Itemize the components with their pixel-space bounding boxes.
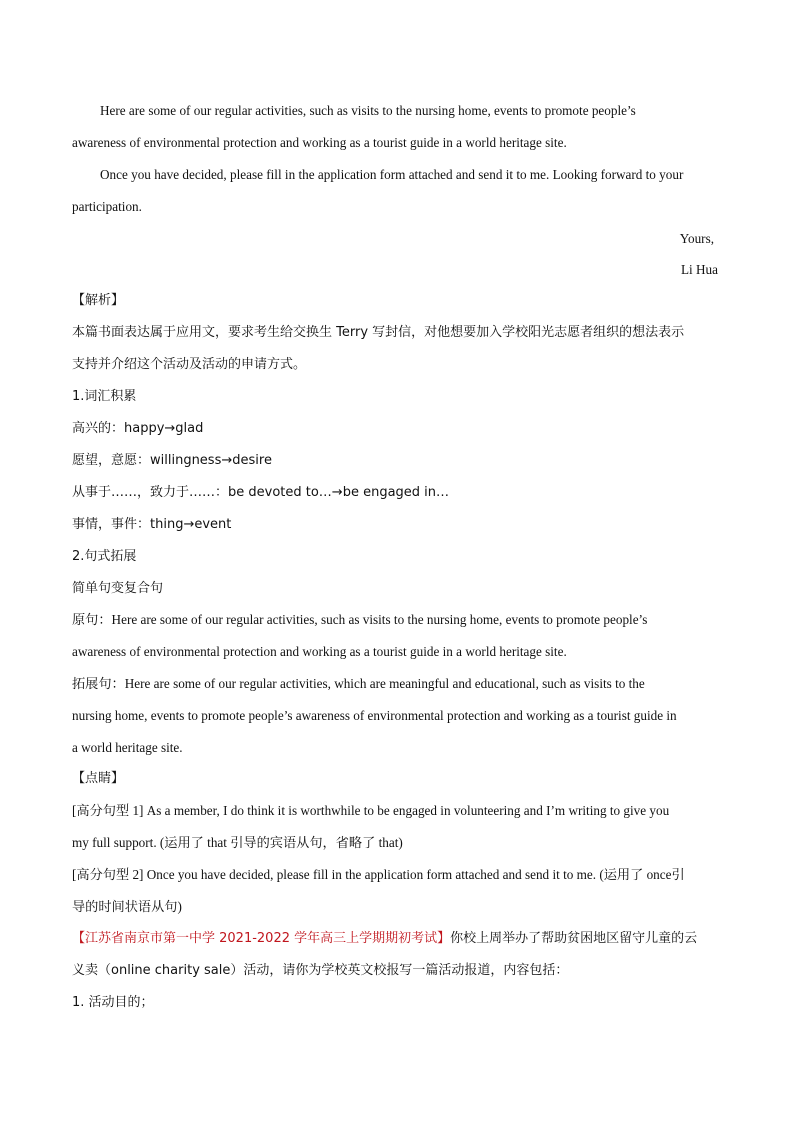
highlight-item-1-line-1: [高分句型 1] As a member, I do think it is worthwhile to be engaged in volunteering and I’m writing to give you xyxy=(72,803,670,818)
source-tag: 【江苏省南京市第一中学 2021-2022 学年高三上学期期初考试】 xyxy=(72,931,451,946)
expanded-sentence-line-3: a world heritage site. xyxy=(72,740,183,755)
letter-closing: Yours, xyxy=(679,231,714,246)
vocab-item: 愿望，意愿：willingness→desire xyxy=(72,453,272,468)
vocab-item: 从事于……，致力于……：be devoted to…→be engaged in… xyxy=(72,485,450,500)
letter-paragraph-1-line-2: awareness of environmental protection and working as a tourist guide in a world heritage site. xyxy=(72,135,567,150)
vocab-item: 事情，事件：thing→event xyxy=(72,517,232,532)
vocab-heading: 1.词汇积累 xyxy=(72,389,137,404)
original-sentence-line-1: 原句：Here are some of our regular activities, such as visits to the nursing home, events to promote people’s xyxy=(72,612,648,627)
next-task-line-1 xyxy=(72,930,722,948)
highlight-item-1-line-2: my full support. (运用了 that 引导的宾语从句，省略了 that) xyxy=(72,835,403,850)
analysis-intro-line-2: 支持并介绍这个活动及活动的申请方式。 xyxy=(72,357,307,372)
sentence-heading: 2.句式拓展 xyxy=(72,549,137,564)
expanded-sentence-line-1: 拓展句：Here are some of our regular activities, which are meaningful and educational, such as visits to the xyxy=(72,676,645,691)
original-sentence-line-2: awareness of environmental protection and working as a tourist guide in a world heritage site. xyxy=(72,644,567,659)
letter-paragraph-2-line-1: Once you have decided, please fill in the application form attached and send it to me. Looking forward to your xyxy=(100,167,684,182)
highlights-heading: 【点睛】 xyxy=(72,771,125,786)
analysis-intro-line-1: 本篇书面表达属于应用文，要求考生给交换生 Terry 写封信，对他想要加入学校阳光志愿者组织的想法表示 xyxy=(72,325,685,340)
expanded-sentence-line-2: nursing home, events to promote people’s awareness of environmental protection and working as a tourist guide in xyxy=(72,708,677,723)
letter-signature: Li Hua xyxy=(681,262,718,277)
highlight-item-2-line-1: [高分句型 2] Once you have decided, please fill in the application form attached and send it to me. (运用了 once引 xyxy=(72,867,685,882)
sentence-subheading: 简单句变复合句 xyxy=(72,581,164,596)
highlight-item-2-line-2: 导的时间状语从句) xyxy=(72,899,182,914)
next-task-line-2: 义卖（online charity sale）活动，请你为学校英文校报写一篇活动报道，内容包括： xyxy=(72,963,569,978)
vocab-item: 高兴的：happy→glad xyxy=(72,421,204,436)
letter-paragraph-1-line-1: Here are some of our regular activities, such as visits to the nursing home, events to promote people’s xyxy=(100,103,636,118)
next-task-prompt: 你校上周举办了帮助贫困地区留守儿童的云 xyxy=(450,931,698,946)
analysis-heading: 【解析】 xyxy=(72,293,125,308)
letter-paragraph-2-line-2: participation. xyxy=(72,199,142,214)
next-task-point-1: 1. 活动目的； xyxy=(72,995,154,1010)
